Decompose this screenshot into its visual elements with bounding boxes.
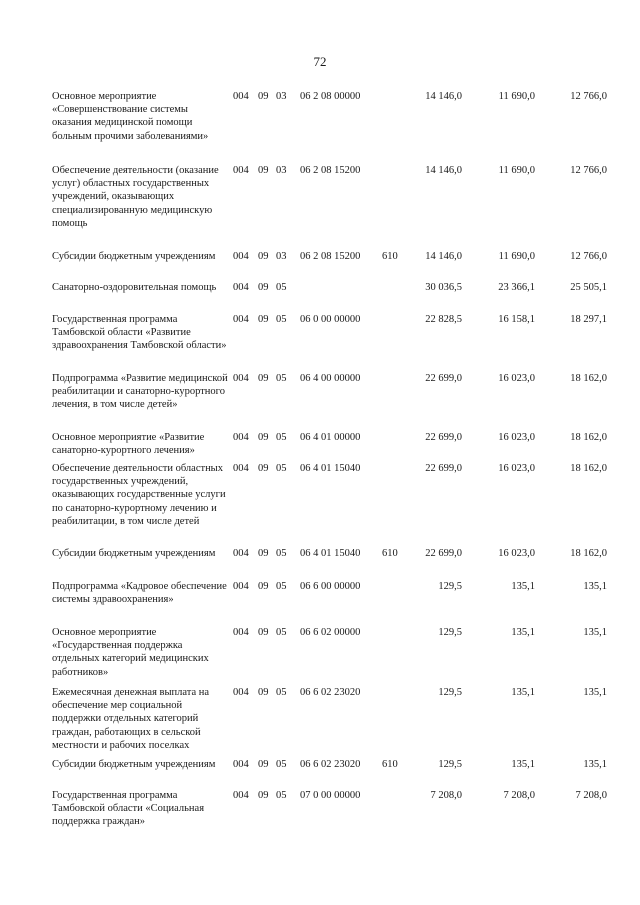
row-name: Субсидии бюджетным учреждениям xyxy=(52,548,216,559)
amount-year-1: 22 699,0 xyxy=(425,432,462,443)
amount-year-2: 7 208,0 xyxy=(503,790,535,801)
page-number: 72 xyxy=(313,54,327,69)
target-article: 06 6 02 23020 xyxy=(300,759,361,770)
amount-year-1: 129,5 xyxy=(438,627,462,638)
subsection-code: 05 xyxy=(276,687,287,698)
subsection-code: 05 xyxy=(276,759,287,770)
amount-year-3: 25 505,1 xyxy=(570,282,607,293)
section-code: 09 xyxy=(258,314,269,325)
amount-year-3: 135,1 xyxy=(583,687,607,698)
amount-year-2: 135,1 xyxy=(511,759,535,770)
amount-year-2: 11 690,0 xyxy=(498,251,535,262)
section-code: 09 xyxy=(258,581,269,592)
row-name: Обеспечение деятельности (оказание услуг) областных государственных учреждений, оказывающих специализированную медицинскую помощь xyxy=(52,165,219,229)
row-name: Основное мероприятие «Развитие санаторно-курортного лечения» xyxy=(52,432,205,457)
row-name: Ежемесячная денежная выплата на обеспечение мер социальной поддержки отдельных категорий граждан, работающих в сельской местности и рабочих поселках xyxy=(52,687,210,751)
expense-type: 610 xyxy=(382,251,398,262)
amount-year-2: 23 366,1 xyxy=(498,282,535,293)
section-code: 09 xyxy=(258,687,269,698)
section-code: 09 xyxy=(258,251,269,262)
amount-year-1: 22 699,0 xyxy=(425,463,462,474)
subsection-code: 03 xyxy=(276,165,287,176)
amount-year-2: 16 023,0 xyxy=(498,373,535,384)
row-name: Подпрограмма «Кадровое обеспечение системы здравоохранения» xyxy=(52,581,227,606)
target-article: 07 0 00 00000 xyxy=(300,790,361,801)
amount-year-3: 12 766,0 xyxy=(570,251,607,262)
ministry-code: 004 xyxy=(233,373,249,384)
target-article: 06 0 00 00000 xyxy=(300,314,361,325)
subsection-code: 03 xyxy=(276,251,287,262)
amount-year-2: 11 690,0 xyxy=(498,165,535,176)
amount-year-1: 22 699,0 xyxy=(425,373,462,384)
amount-year-3: 12 766,0 xyxy=(570,165,607,176)
amount-year-3: 12 766,0 xyxy=(570,91,607,102)
section-code: 09 xyxy=(258,282,269,293)
ministry-code: 004 xyxy=(233,432,249,443)
ministry-code: 004 xyxy=(233,314,249,325)
amount-year-1: 22 828,5 xyxy=(425,314,462,325)
amount-year-2: 135,1 xyxy=(511,627,535,638)
amount-year-3: 135,1 xyxy=(583,581,607,592)
subsection-code: 03 xyxy=(276,91,287,102)
section-code: 09 xyxy=(258,790,269,801)
amount-year-3: 18 162,0 xyxy=(570,548,607,559)
section-code: 09 xyxy=(258,91,269,102)
amount-year-1: 14 146,0 xyxy=(425,165,462,176)
section-code: 09 xyxy=(258,165,269,176)
target-article: 06 6 00 00000 xyxy=(300,581,361,592)
amount-year-3: 135,1 xyxy=(583,759,607,770)
ministry-code: 004 xyxy=(233,687,249,698)
row-name: Субсидии бюджетным учреждениям xyxy=(52,251,216,262)
ministry-code: 004 xyxy=(233,627,249,638)
amount-year-1: 129,5 xyxy=(438,581,462,592)
target-article: 06 6 02 00000 xyxy=(300,627,361,638)
amount-year-3: 135,1 xyxy=(583,627,607,638)
row-name: Государственная программа Тамбовской области «Социальная поддержка граждан» xyxy=(52,790,205,828)
subsection-code: 05 xyxy=(276,373,287,384)
section-code: 09 xyxy=(258,627,269,638)
section-code: 09 xyxy=(258,759,269,770)
amount-year-2: 16 023,0 xyxy=(498,463,535,474)
amount-year-3: 18 162,0 xyxy=(570,432,607,443)
ministry-code: 004 xyxy=(233,282,249,293)
subsection-code: 05 xyxy=(276,627,287,638)
section-code: 09 xyxy=(258,432,269,443)
ministry-code: 004 xyxy=(233,581,249,592)
row-name: Основное мероприятие «Совершенствование системы оказания медицинской помощи больным прочими заболеваниями» xyxy=(52,91,209,142)
target-article: 06 6 02 23020 xyxy=(300,687,361,698)
section-code: 09 xyxy=(258,373,269,384)
target-article: 06 4 01 15040 xyxy=(300,463,361,474)
ministry-code: 004 xyxy=(233,165,249,176)
amount-year-3: 18 162,0 xyxy=(570,463,607,474)
subsection-code: 05 xyxy=(276,463,287,474)
ministry-code: 004 xyxy=(233,91,249,102)
subsection-code: 05 xyxy=(276,432,287,443)
target-article: 06 4 01 15040 xyxy=(300,548,361,559)
amount-year-1: 14 146,0 xyxy=(425,91,462,102)
subsection-code: 05 xyxy=(276,314,287,325)
section-code: 09 xyxy=(258,548,269,559)
expense-type: 610 xyxy=(382,759,398,770)
row-name: Основное мероприятие «Государственная поддержка отдельных категорий медицинских работников» xyxy=(52,627,209,678)
row-name: Санаторно-оздоровительная помощь xyxy=(52,282,217,293)
target-article: 06 2 08 00000 xyxy=(300,91,361,102)
amount-year-1: 22 699,0 xyxy=(425,548,462,559)
subsection-code: 05 xyxy=(276,282,287,293)
amount-year-2: 16 023,0 xyxy=(498,548,535,559)
target-article: 06 2 08 15200 xyxy=(300,165,361,176)
section-code: 09 xyxy=(258,463,269,474)
ministry-code: 004 xyxy=(233,548,249,559)
row-name: Субсидии бюджетным учреждениям xyxy=(52,759,216,770)
expense-type: 610 xyxy=(382,548,398,559)
target-article: 06 4 00 00000 xyxy=(300,373,361,384)
subsection-code: 05 xyxy=(276,548,287,559)
row-name: Государственная программа Тамбовской области «Развитие здравоохранения Тамбовской области» xyxy=(52,314,227,352)
subsection-code: 05 xyxy=(276,790,287,801)
amount-year-1: 129,5 xyxy=(438,759,462,770)
amount-year-1: 30 036,5 xyxy=(425,282,462,293)
ministry-code: 004 xyxy=(233,790,249,801)
amount-year-1: 7 208,0 xyxy=(430,790,462,801)
amount-year-3: 18 162,0 xyxy=(570,373,607,384)
subsection-code: 05 xyxy=(276,581,287,592)
target-article: 06 2 08 15200 xyxy=(300,251,361,262)
amount-year-1: 14 146,0 xyxy=(425,251,462,262)
target-article: 06 4 01 00000 xyxy=(300,432,361,443)
ministry-code: 004 xyxy=(233,251,249,262)
amount-year-2: 16 158,1 xyxy=(498,314,535,325)
row-name: Подпрограмма «Развитие медицинской реабилитации и санаторно-курортного лечения, в том числе детей» xyxy=(52,373,228,411)
ministry-code: 004 xyxy=(233,463,249,474)
amount-year-2: 16 023,0 xyxy=(498,432,535,443)
amount-year-2: 135,1 xyxy=(511,581,535,592)
amount-year-3: 7 208,0 xyxy=(575,790,607,801)
amount-year-2: 135,1 xyxy=(511,687,535,698)
row-name: Обеспечение деятельности областных государственных учреждений, оказывающих государственные услуги по санаторно-курортному лечению и реабилитации, в том числе детей xyxy=(52,463,226,527)
ministry-code: 004 xyxy=(233,759,249,770)
amount-year-3: 18 297,1 xyxy=(570,314,607,325)
amount-year-1: 129,5 xyxy=(438,687,462,698)
amount-year-2: 11 690,0 xyxy=(498,91,535,102)
